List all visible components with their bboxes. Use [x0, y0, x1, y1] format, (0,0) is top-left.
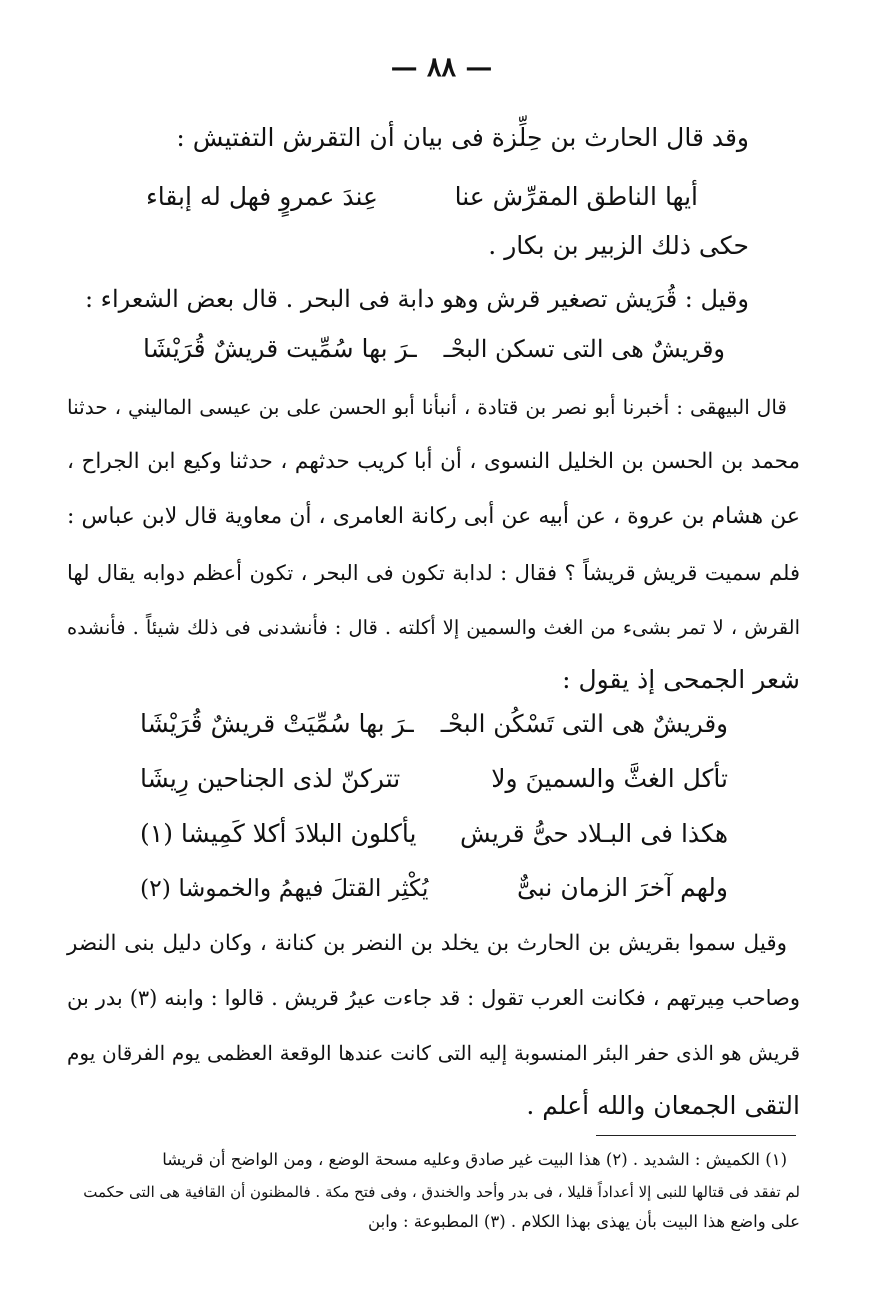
- verse-hemistich-second: ـرَ بها سُمِّيَتْ قريشٌ قُرَيْشَا: [140, 709, 414, 738]
- para2-line-2: وصاحب مِيرتهم ، فكانت العرب تقول : قد جاءت عيرُ قريش . قالوا : وابنه (٣) بدر بن: [67, 986, 800, 1010]
- verse-hemistich-first: وقريشٌ هى التى تَسْكُن البحْـ: [440, 709, 728, 738]
- verse-hemistich-second: يُكْثِر القتلَ فيهمُ والخموشا (٢): [140, 874, 429, 902]
- intro-line-4: وقيل : قُرَيش تصغير قرش وهو دابة فى البحر . قال بعض الشعراء :: [84, 285, 749, 313]
- footnote-line-3: على واضع هذا البيت بأن يهذى بهذا الكلام . (٣) المطبوعة : وابن: [368, 1212, 800, 1231]
- verse-hemistich-first: أيها الناطق المقرِّش عنا: [454, 182, 698, 211]
- verse-hemistich-first: ولهم آخرَ الزمان نبىٌّ: [517, 873, 728, 902]
- para1-line-6: شعر الجمحى إذ يقول :: [562, 665, 800, 694]
- verse-hemistich-second: يأكلون البلادَ أكلا كَمِيشا (١): [140, 819, 417, 848]
- para1-line-1: قال البيهقى : أخبرنا أبو نصر بن قتادة ، أنبأنا أبو الحسن على بن عيسى الماليني ، حدثنا: [67, 395, 787, 419]
- verse-hemistich-second: ـرَ بها سُمِّيت قريشٌ قُرَيْشَا: [143, 334, 417, 363]
- verse-hemistich-second: عِندَ عمروٍ فهل له إبقاء: [146, 182, 378, 211]
- para1-line-2: محمد بن الحسن بن الخليل النسوى ، أن أبا كريب حدثهم ، حدثنا وكيع ابن الجراح ،: [67, 449, 800, 474]
- intro-line-3: حكى ذلك الزبير بن بكار .: [488, 231, 749, 260]
- footnote-line-2: لم تفقد فى قتالها للنبى إلا أعداداً قليلا ، فى بدر وأحد والخندق ، وفى فتح مكة . فالمظنون أن القافية هى التى حكمت: [83, 1183, 800, 1201]
- verse-hemistich-first: هكذا فى البـلاد حىُّ قريش: [460, 819, 728, 848]
- verse-hemistich-first: وقريشٌ هى التى تسكن البحْـ: [443, 335, 725, 363]
- verse-hemistich-second: تتركنّ لذى الجناحين رِيشَا: [140, 764, 401, 793]
- para2-line-4: التقى الجمعان والله أعلم .: [526, 1091, 800, 1120]
- footnote-line-1: (١) الكميش : الشديد . (٢) هذا البيت غير صادق وعليه مسحة الوضع ، ومن الواضح أن قريشا: [162, 1150, 787, 1169]
- verse-hemistich-first: تأكل الغثَّ والسمينَ ولا: [491, 764, 728, 793]
- intro-line-1: وقد قال الحارث بن حِلِّزة فى بيان أن التقرش التفتيش :: [176, 123, 749, 152]
- para1-line-5: القرش ، لا تمر بشىء من الغث والسمين إلا أكلته . قال : فأنشدنى فى ذلك شيئاً . فأنشده: [67, 616, 800, 639]
- footnote-divider: [596, 1135, 796, 1136]
- para2-line-1: وقيل سموا بقريش بن الحارث بن يخلد بن النضر بن كنانة ، وكان دليل بنى النضر: [67, 931, 787, 956]
- para1-line-3: عن هشام بن عروة ، عن أبيه عن أبى ركانة العامرى ، أن معاوية قال لابن عباس :: [67, 504, 800, 529]
- para2-line-3: قريش هو الذى حفر البئر المنسوبة إليه التى كانت عندها الوقعة العظمى يوم الفرقان يوم: [67, 1041, 800, 1065]
- para1-line-4: فلم سميت قريش قريشاً ؟ فقال : لدابة تكون فى البحر ، تكون أعظم دوابه يقال لها: [67, 561, 800, 585]
- page-number: — ٨٨ —: [390, 52, 493, 83]
